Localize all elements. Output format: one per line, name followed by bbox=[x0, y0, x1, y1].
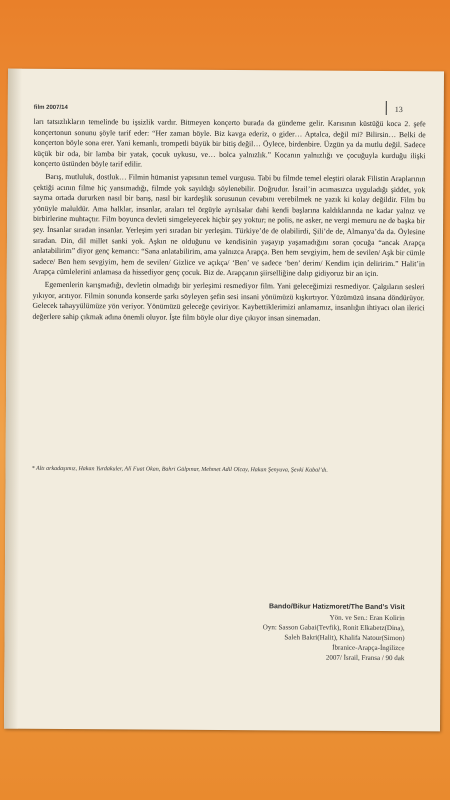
credit-line: İbranice-Arapça-İngilizce bbox=[332, 643, 405, 653]
credit-line: 2007/ İsrail, Fransa / 90 dak bbox=[325, 653, 405, 663]
footnote: * Altı arkadaşımız, Hakan Yurdakuler, Ali Fuat Okan, Bahri Gülpınar, Mehmet Adil Olcay, Hakan Şenyuva, Şevki Kabal’dı. bbox=[31, 465, 328, 474]
paragraph: ları tatsızlıkların temelinde bu işsizlik vardır. Bitmeyen konçerto burada da gündeme gelir. Karısının küstüğü koca 2. şefe konçertonun sonunu şöyle tarif eder: “Her zaman böyle. Biz kavga ederiz, o gider… Aptalca, değil mi? Bilirsin… Belki de konçerton böyle sona erer. Yani kemanlı, trompetli büyük bir bitiş değil… Öylece, birdenbire. Üzgün ya da mutlu değil. Sadece küçük bir oda, bir lamba bir yatak, çocuk uykusu, ve… bolca yalnızlık.” Kocanın yalnızlığı ve çocuğuyla kurduğu ilişki konçerto üstünden böyle tarif edilir. bbox=[33, 116, 426, 169]
film-title: Bando/Bikur Hatizmoret/The Band’s Visit bbox=[268, 603, 405, 612]
paragraph: Barış, mutluluk, dostluk… Filmin hümanist yapısının temel vurgusu. Tabi bu filmde temel eleştiri olarak Filistin Araplarının çektiği acının filme hiç yansımadığı, filmde yok sayıldığı söylenebilir. Doğrudur. İsrail’in acımasızca uyguladığı şiddet, yok sayma ortada dururken nasıl bir barış, nasıl bir kardeşlik sorusunun cevabını verebilmek ne yazık ki kolay değildir. Film bu yönüyle maluldür. Ama halklar, insanlar, araları tel örgüyle ayrılsalar dahi kendi başlarına kaldıklarında ne kadar yalnız ve birbirlerine muhtaçtır. Film boyunca devleti simgeleyecek hiçbir şey yoktur; ne polis, ne asker, ne vergi memuru ne de başka bir şey. İnsanlar sıradan insanlar. Yerleşim yeri sıradan bir yerleşim. Türkiye’de de olabilirdi, Şili’de de, Almanya’da da. Öylesine sıradan. Din, dil millet sanki yok. Aşkın ne olduğunu ve kendisinin yaşayıp yaşamadığını soran çocuğa “ancak Arapça anlatabilirim” diyor genç kemancı: “Sana anlatabilirim, ama yalnızca Arapça. Ben hem sevgiyim, hem de sevilen/ Aşk bir cümle sadece/ Ben hem sevgiyim, hem de sevilen/ Gizlice ve açıkça/ ‘Ben’ ve sadece ‘ben’ derim/ Kendim için deliririm.” Halit’in Arapça cümlelerini anlamasa da hissediyor genç çocuk. Biz de. Arapçanın şiirselliğine dalıp gidiyoruz bir an için. bbox=[32, 171, 426, 279]
credit-line: Saleh Bakri(Halit), Khalifa Natour(Simon) bbox=[284, 633, 405, 643]
credit-line: Yön. ve Sen.: Eran Kolirin bbox=[329, 613, 405, 623]
paragraph: Egemenlerin karışmadığı, devletin olmadığı bir yerleşimi resmediyor film. Yani geleceğimizi resmediyor. Çalgıların sesleri yıkıyor, arıtıyor. Filmin sonunda konserde şarkı söyleyen şefin sesi insani yönümüzü kışkırtıyor. Yüzümüzü insana döndürüyor. Gelecek tahayyülümüze yön veriyor. Yönümüzü geleceğe çeviriyor. Kaybettiklerimizi anlamamız, insanlığın ihtiyacı olan ilerici değerlere sahip çıkmak adına önemli oluyor. İşte film böyle olur diye çıkıyor insan sinemadan. bbox=[32, 279, 425, 323]
running-header: film 2007/14 bbox=[33, 104, 68, 112]
header-divider bbox=[386, 101, 387, 115]
article-body bbox=[32, 117, 425, 325]
page-gutter-shadow bbox=[4, 69, 22, 729]
credit-line: Oyn: Sasson Gabai(Tevfik), Ronit Elkabetz(Dina), bbox=[262, 623, 405, 633]
page-number: 13 bbox=[394, 105, 403, 115]
book-page bbox=[4, 69, 444, 732]
film-credits bbox=[263, 602, 405, 663]
